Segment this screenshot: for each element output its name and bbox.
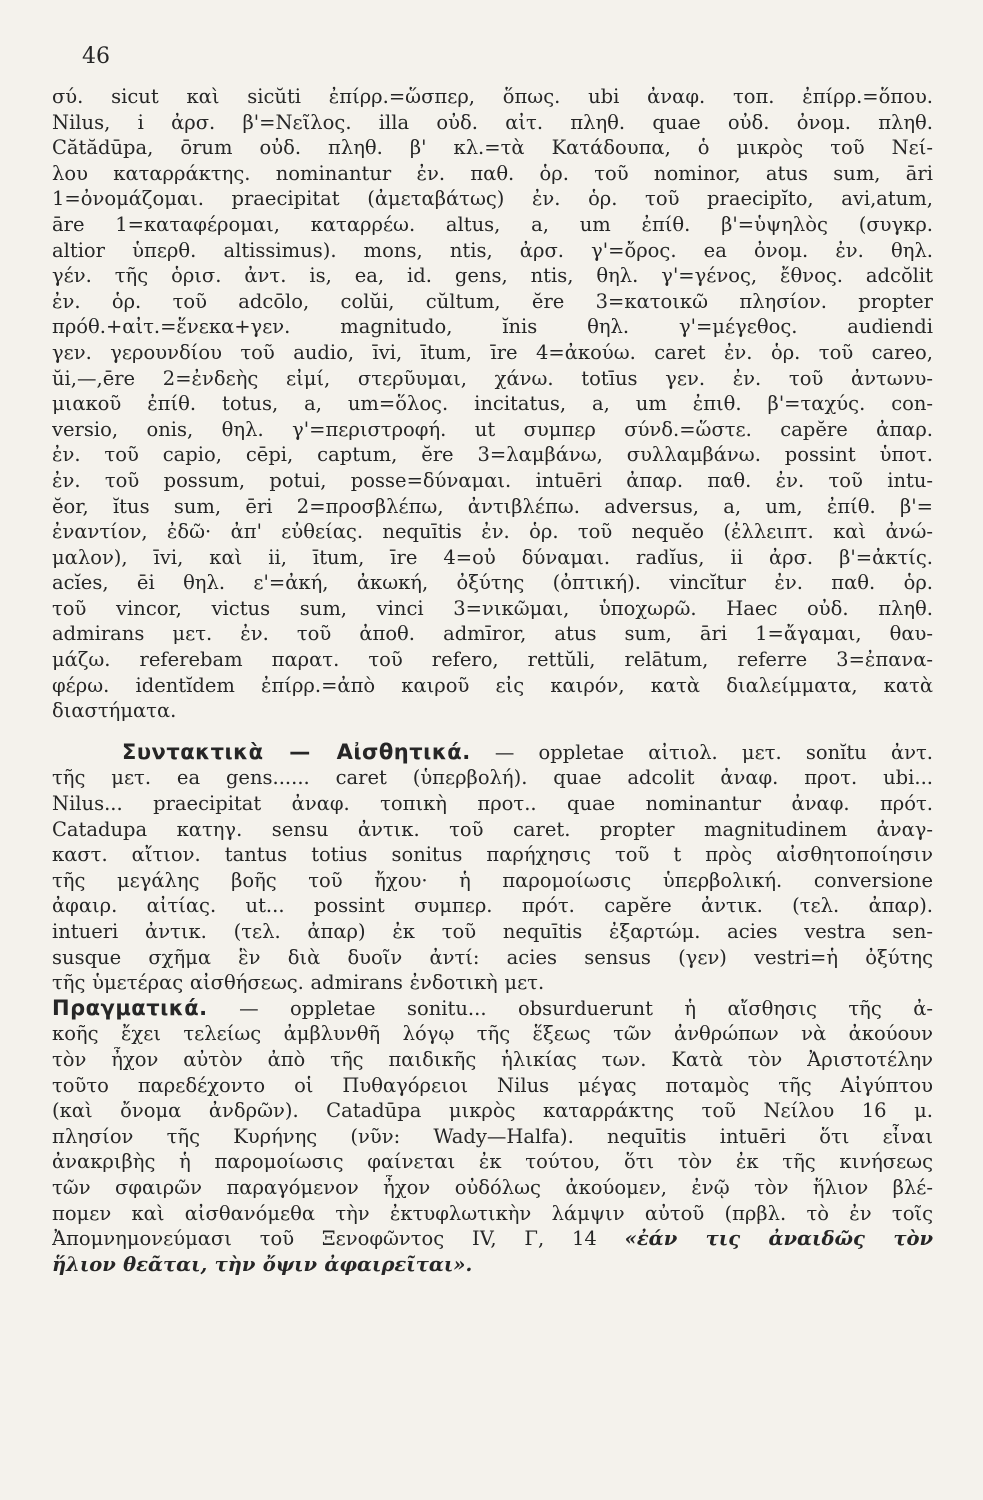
glossary-line: ἐν. τοῦ possum, potui, posse=δύναμαι. intuēri ἀπαρ. παθ. ἐν. τοῦ intu-	[52, 468, 933, 492]
glossary-line: admirans μετ. ἐν. τοῦ ἀποθ. admīror, atus sum, āri 1=ἄγαμαι, θαυ-	[52, 622, 933, 646]
page-number: 46	[82, 44, 110, 69]
glossary-line: γεν. γερουνδίου τοῦ audio, īvi, ītum, īre 4=ἀκούω. caret ἐν. ὁρ. τοῦ careo,	[52, 340, 933, 364]
syntax-line: τῆς μετ. ea gens...... caret (ὑπερβολή). quae adcolit ἀναφ. προτ. ubi...	[52, 766, 933, 790]
glossary-line: ĕor, ĭtus sum, ēri 2=προσβλέπω, ἀντιβλέπω. adversus, a, um, ἐπίθ. β'=	[52, 494, 933, 518]
factual-section	[52, 996, 933, 1278]
glossary-line: λου καταρράκτης. nominantur ἐν. παθ. ὁρ. τοῦ nominor, atus sum, āri	[52, 161, 933, 185]
syntax-section	[52, 740, 933, 996]
factual-line: τῶν σφαιρῶν παραγόμενον ἦχον οὐδόλως ἀκούομεν, ἐνῷ τὸν ἥλιον βλέ-	[52, 1175, 933, 1199]
syntax-line: καστ. αἴτιον. tantus totius sonitus παρήχησις τοῦ t πρὸς αἰσθητοποίησιν	[52, 843, 933, 867]
factual-line: πομεν καὶ αἰσθανόμεθα τὴν ἐκτυφλωτικὴν λάμψιν αὐτοῦ (πρβλ. τὸ ἐν τοῖς	[52, 1201, 933, 1225]
glossary-line: Cătădūpa, ōrum οὐδ. πληθ. β' κλ.=τὰ Κατάδουπα, ὁ μικρὸς τοῦ Νεί-	[52, 136, 933, 160]
glossary-line: ἐν. τοῦ capio, cēpi, captum, ĕre 3=λαμβάνω, συλλαμβάνω. possint ὑποτ.	[52, 443, 933, 467]
syntax-first-line	[52, 740, 933, 766]
syntax-line: — oppletae αἰτιολ. μετ. sonĭtu ἀντ.	[494, 740, 933, 764]
syntax-line: τῆς μεγάλης βοῆς τοῦ ἤχου· ἡ παρομοίωσις ὑπερβολική. conversione	[52, 868, 933, 892]
glossary-line: Nilus, i ἀρσ. β'=Νεῖλος. illa οὐδ. αἰτ. πληθ. quae οὐδ. ὀνομ. πληθ.	[52, 110, 933, 134]
factual-line: ἀνακριβὴς ἡ παρομοίωσις φαίνεται ἐκ τούτου, ὅτι τὸν ἐκ τῆς κινήσεως	[52, 1150, 933, 1174]
syntax-line: Catadupa κατηγ. sensu ἀντικ. τοῦ caret. propter magnitudinem ἀναγ-	[52, 817, 933, 841]
syntax-line: τῆς ὑμετέρας αἰσθήσεως. admirans ἐνδοτικὴ μετ.	[52, 971, 545, 995]
factual-line: κοῆς ἔχει τελείως ἀμβλυνθῆ λόγῳ τῆς ἕξεως τῶν ἀνθρώπων νὰ ἀκούουν	[52, 1022, 933, 1046]
factual-first-line	[52, 996, 933, 1022]
glossary-line: acĭes, ēi θηλ. ε'=ἀκή, ἀκωκή, ὀξύτης (ὀπτική). vincĭtur ἐν. παθ. ὁρ.	[52, 571, 933, 595]
glossary-line: ŭi,—,ēre 2=ἐνδεὴς εἰμί, στερῦυμαι, χάνω. totīus γεν. ἐν. τοῦ ἀντωνυ-	[52, 366, 933, 390]
glossary-line: ἐναντίον, ἐδῶ· ἀπ' εὐθείας. nequītis ἐν. ὁρ. τοῦ nequĕo (ἐλλειπτ. καὶ ἀνώ-	[52, 520, 933, 544]
xenophon-quote-end: ἥλιον θεᾶται, τὴν ὄψιν ἀφαιρεῖται».	[52, 1252, 473, 1276]
syntax-line: Nilus... praecipitat ἀναφ. τοπικὴ προτ.. quae nominantur ἀναφ. πρότ.	[52, 792, 933, 816]
factual-line: (καὶ ὄνομα ἀνδρῶν). Catadūpa μικρὸς καταρράκτης τοῦ Νείλου 16 μ.	[52, 1099, 933, 1123]
factual-heading: Πραγματικά.	[52, 995, 208, 1020]
factual-line: — oppletae sonitu... obsurduerunt ἡ αἴσθησις τῆς ἀ-	[239, 996, 933, 1020]
syntax-line: ἀφαιρ. αἰτίας. ut... possint συμπερ. πρότ. capĕre ἀντικ. (τελ. ἀπαρ).	[52, 894, 933, 918]
syntax-line: intueri ἀντικ. (τελ. ἀπαρ) ἐκ τοῦ nequītis ἐξαρτώμ. acies vestra sen-	[52, 920, 933, 943]
glossary-line: altior ὑπερθ. altissimus). mons, ntis, ἀρσ. γ'=ὄρος. ea ὀνομ. ἐν. θηλ.	[52, 238, 933, 262]
glossary-line: φέρω. identĭdem ἐπίρρ.=ἀπὸ καιροῦ εἰς καιρόν, κατὰ διαλείμματα, κατὰ	[52, 673, 933, 697]
glossary-line: τοῦ vincor, victus sum, vinci 3=νικῶμαι, ὑποχωρῶ. Haec οὐδ. πληθ.	[52, 596, 933, 620]
glossary-line: āre 1=καταφέρομαι, καταρρέω. altus, a, um ἐπίθ. β'=ὑψηλὸς (συγκρ.	[52, 212, 933, 236]
glossary-line: σύ. sicut καὶ sicŭti ἐπίρρ.=ὥσπερ, ὅπως. ubi ἀναφ. τοπ. ἐπίρρ.=ὅπου.	[52, 85, 933, 108]
glossary-line: versio, onis, θηλ. γ'=περιστροφή. ut συμπερ σύνδ.=ὥστε. capĕre ἀπαρ.	[52, 417, 933, 441]
glossary-line: πρόθ.+αἰτ.=ἕνεκα+γεν. magnitudo, ĭnis θηλ. γ'=μέγεθος. audiendi	[52, 315, 933, 339]
syntax-heading: Συντακτικὰ — Αἰσθητικά.	[122, 739, 471, 764]
factual-quote-line	[52, 1226, 933, 1252]
glossary-line: 1=ὀνομάζομαι. praecipitat (ἀμεταβάτως) ἐν. ὁρ. τοῦ praecipĭto, avi,atum,	[52, 187, 933, 211]
factual-line: τὸν ἦχον αὐτὸν ἀπὸ τῆς παιδικῆς ἡλικίας των. Κατὰ τὸν Ἀριστοτέλην	[52, 1047, 933, 1071]
factual-line: πλησίον τῆς Κυρήνης (νῦν: Wady—Halfa). nequītis intuēri ὅτι εἶναι	[52, 1124, 933, 1148]
glossary-line: μαλον), īvi, καὶ ii, ītum, īre 4=οὐ δύναμαι. radĭus, ii ἀρσ. β'=ἀκτίς.	[52, 545, 933, 569]
glossary-line: μάζω. referebam παρατ. τοῦ refero, rettŭli, relātum, referre 3=ἐπανα-	[52, 648, 933, 672]
glossary-line: γέν. τῆς ὁρισ. ἀντ. is, ea, id. gens, ntis, θηλ. γ'=γένος, ἔθνος. adcŏlit	[52, 264, 933, 288]
glossary-line: ἐν. ὁρ. τοῦ adcōlo, colŭi, cŭltum, ĕre 3=κατοικῶ πλησίον. propter	[52, 289, 933, 313]
glossary-paragraph	[52, 84, 933, 724]
syntax-line: susque σχῆμα ἓν διὰ δυοῖν ἀντί: acies sensus (γεν) vestri=ἡ ὀξύτης	[52, 945, 933, 969]
glossary-line: διαστήματα.	[52, 699, 177, 723]
factual-line: τοῦτο παρεδέχοντο οἱ Πυθαγόρειοι Nilus μέγας ποταμὸς τῆς Αἰγύπτου	[52, 1073, 933, 1097]
xenophon-quote: «ἐάν τις ἀναιδῶς τὸν	[624, 1227, 933, 1251]
glossary-line: μιακοῦ ἐπίθ. totus, a, um=ὅλος. incitatus, a, um ἐπιθ. β'=ταχύς. con-	[52, 392, 933, 416]
factual-line: Ἀπομνημονεύμασι τοῦ Ξενοφῶντος IV, Γ, 14	[52, 1227, 597, 1251]
